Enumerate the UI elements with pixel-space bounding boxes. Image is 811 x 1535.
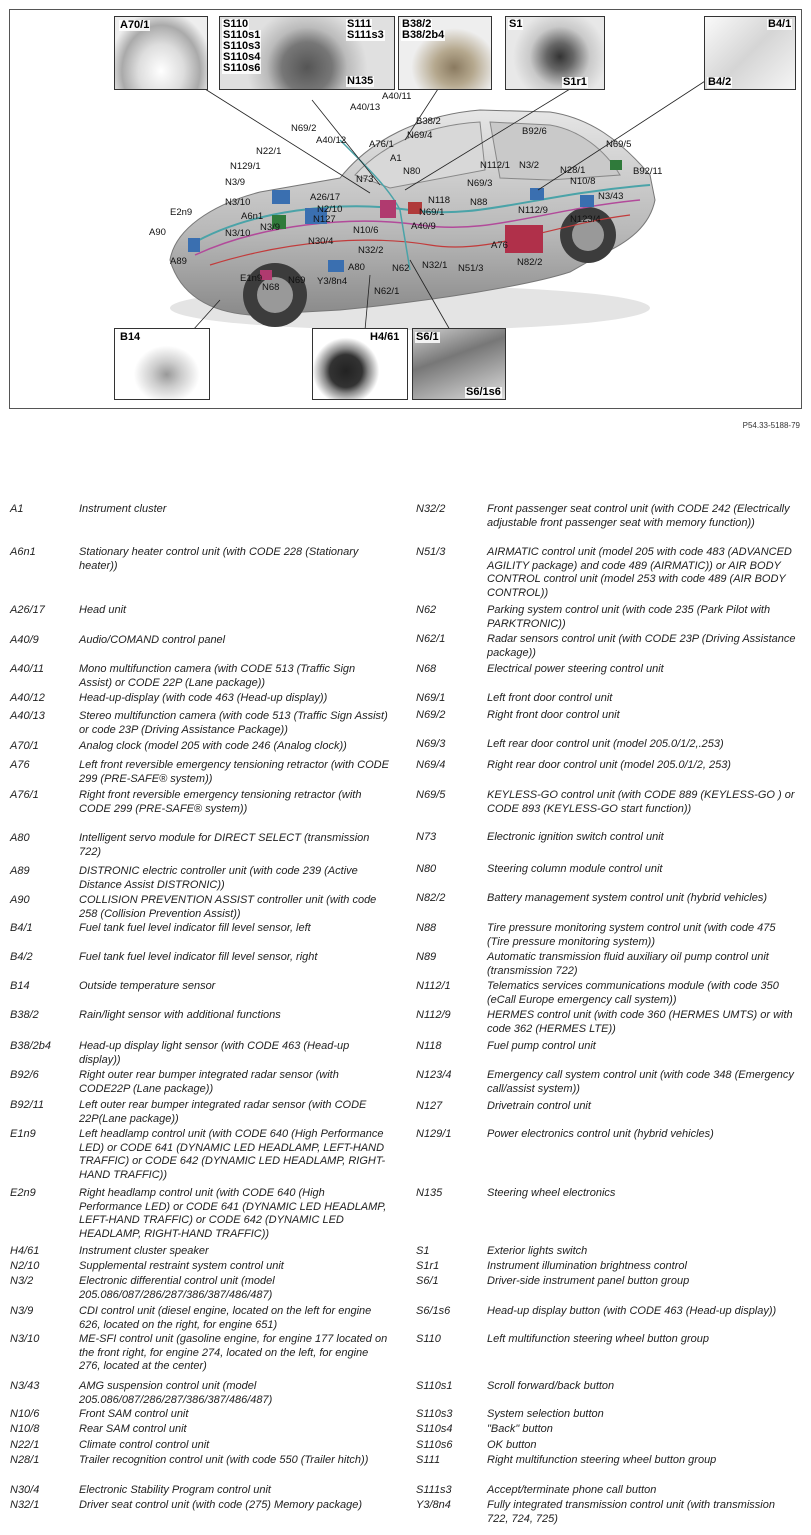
legend-code: N73 [416,831,437,843]
inset-label: S110s3 [223,40,261,52]
legend-description: AIRMATIC control unit (model 205 with code 483 (ADVANCED AGILITY package) and code 489 (AIRMATIC)) or AIR BODY CONTROL control unit (model 253 with code 489 (AIR BODY CONTROL)) [487,546,792,599]
legend-code: N30/4 [10,1484,40,1496]
legend-description: Right front door control unit [487,709,620,721]
legend-code: N69/5 [416,789,446,801]
callout-label: N62/1 [374,286,400,297]
callout-label: N28/1 [560,165,586,176]
legend-description: Drivetrain control unit [487,1100,591,1112]
callout-label: N69 [288,275,306,286]
callout-label: N73 [356,174,374,185]
legend-code: A70/1 [10,740,39,752]
callout-label: N80 [403,166,421,177]
legend-code: A40/13 [10,710,45,722]
legend-code: B4/1 [10,922,33,934]
legend-description: Steering column module control unit [487,863,663,875]
inset-cluster-speaker [312,328,408,400]
legend-code: A80 [10,832,30,844]
callout-label: N69/3 [467,178,493,189]
callout-label: N123/4 [570,214,601,225]
legend-description: Fuel tank fuel level indicator fill level sensor, left [79,922,311,934]
callout-label: N3/43 [598,191,624,202]
legend-code: E1n9 [10,1128,36,1140]
legend-description: Power electronics control unit (hybrid vehicles) [487,1128,714,1140]
inset-label: S110s6 [223,62,261,74]
inset-label: S110 [223,18,249,30]
legend-code: N69/3 [416,738,446,750]
inset-label: B38/2 [402,18,432,30]
inset-analog-clock [114,16,208,90]
legend-description: Driver seat control unit (with code (275) Memory package) [79,1499,363,1511]
legend-description: Battery management system control unit (hybrid vehicles) [487,892,768,904]
legend-description: Instrument illumination brightness control [487,1260,687,1272]
legend-left-column [10,503,410,1533]
legend-code: N28/1 [10,1454,40,1466]
legend-code: N123/4 [416,1069,452,1081]
legend-description: Parking system control unit (with code 235 (Park Pilot with PARKTRONIC)) [487,604,771,630]
callout-label: N3/9 [260,222,281,233]
legend-code: N51/3 [416,546,446,558]
legend-description: Emergency call system control unit (with code 348 (Emergency call/assist system)) [487,1069,794,1095]
legend-description: Telematics services communications module (with code 350 (eCall Europe emergency call system)) [487,980,779,1006]
legend-code: B38/2b4 [10,1040,51,1052]
legend-code: A40/9 [10,634,39,646]
legend-code: B4/2 [10,951,33,963]
legend-description: Rear SAM control unit [79,1423,187,1435]
legend-description: COLLISION PREVENTION ASSIST controller unit (with code 258 (Collision Prevention Assist)) [79,894,377,920]
legend-description: Front passenger seat control unit (with CODE 242 (Electrically adjustable front passenger seat with memory function)) [487,503,790,529]
inset-label: N135 [347,75,374,87]
callout-label: B92/6 [522,126,547,137]
callout-label: B92/11 [633,166,663,177]
legend-description: Right rear door control unit (model 205.0/1/2, 253) [487,759,731,771]
legend-code: N112/1 [416,980,451,992]
legend-code: S1 [416,1245,430,1257]
callout-label: A89 [170,256,187,267]
legend-code: N32/1 [10,1499,40,1511]
legend-code: B38/2 [10,1009,39,1021]
callout-label: N68 [262,282,280,293]
legend-description: Right headlamp control unit (with CODE 640 (High Performance LED) or CODE 641 (DYNAMIC LED HEADLAMP, LEFT-HAND TRAFFIC) or CODE 642 (DYNAMIC LED HEADLAMP, RIGHT-HAND TRAFFIC)) [79,1187,387,1240]
legend-code: A1 [10,503,24,515]
legend-code: N32/2 [416,503,446,515]
legend-description: Fuel pump control unit [487,1040,596,1052]
legend-code: S110 [416,1333,441,1345]
callout-label: A76 [491,240,508,251]
callout-label: A1 [390,153,402,164]
legend-code: A40/12 [10,692,45,704]
callout-label: N118 [428,195,451,206]
legend-description: CDI control unit (diesel engine, located on the left for engine 626, located on the right, for engine 651) [79,1305,372,1331]
legend-description: Intelligent servo module for DIRECT SELECT (transmission 722) [79,832,370,858]
callout-label: N3/10 [225,228,251,239]
legend-code: A76 [10,759,30,771]
legend-description: Right front reversible emergency tensioning retractor (with CODE 299 (PRE-SAFE® system)) [79,789,362,815]
legend-code: N62/1 [416,633,446,645]
inset-label: S1 [509,18,523,30]
callout-label: N30/4 [308,236,334,247]
legend-description: Head-up display light sensor (with CODE 463 (Head-up display)) [79,1040,350,1066]
inset-label: B4/2 [708,76,732,88]
inset-fuel-level-sensors [704,16,796,90]
legend-code: N118 [416,1040,442,1052]
inset-label: S6/1s6 [466,386,501,398]
legend-description: Steering wheel electronics [487,1187,616,1199]
inset-label: S6/1 [416,331,439,343]
inset-instrument-panel-buttons [412,328,506,400]
callout-label: N112/9 [518,205,548,216]
legend-code: A6n1 [10,546,36,558]
legend-code: A76/1 [10,789,39,801]
legend-description: "Back" button [487,1423,553,1435]
legend-code: N10/8 [10,1423,40,1435]
inset-label: B4/1 [768,18,792,30]
legend-description: Stereo multifunction camera (with code 513 (Traffic Sign Assist) or code 23P (Driving Assistance Package)) [79,710,388,736]
legend-code: B14 [10,980,30,992]
inset-label: B14 [120,331,141,343]
legend-description: Tire pressure monitoring system control unit (with code 475 (Tire pressure monitoring system)) [487,922,776,948]
legend-description: Fully integrated transmission control unit (with transmission 722, 724, 725) [487,1499,775,1525]
inset-exterior-lights-switch [505,16,605,90]
inset-label: S110s1 [223,29,261,41]
legend-description: Right outer rear bumper integrated radar sensor (with CODE22P (Lane package)) [79,1069,339,1095]
inset-label: S110s4 [223,51,261,63]
legend-code: B92/11 [10,1099,45,1111]
legend-description: Outside temperature sensor [79,980,216,992]
callout-label: A76/1 [369,139,394,150]
legend-description: KEYLESS-GO control unit (with CODE 889 (KEYLESS-GO ) or CODE 893 (KEYLESS-GO start function)) [487,789,795,815]
callout-label: Y3/8n4 [317,276,348,287]
callout-label: N2/10 [317,204,343,215]
legend-description: DISTRONIC electric controller unit (with code 239 (Active Distance Assist DISTRONIC)) [79,865,358,891]
callout-label: E1n9 [240,273,263,284]
callout-label: N112/1 [480,160,510,171]
legend-code: S111 [416,1454,441,1466]
inset-label: S111s3 [347,29,384,41]
legend-code: S111s3 [416,1484,452,1496]
legend-description: Supplemental restraint system control unit [79,1260,284,1272]
legend-description: Head unit [79,604,127,616]
inset-label: H4/61 [370,331,400,343]
legend-code: S110s6 [416,1439,453,1451]
callout-label: E2n9 [170,207,193,218]
callout-label: N22/1 [256,146,282,157]
legend-description: Electronic ignition switch control unit [487,831,664,843]
legend-description: AMG suspension control unit (model 205.086/087/286/287/386/387/486/487) [79,1380,273,1406]
legend-description: Head-up-display (with code 463 (Head-up display)) [79,692,328,704]
legend-description: HERMES control unit (with code 360 (HERMES UMTS) or with code 362 (HERMES LTE)) [487,1009,793,1035]
legend-code: N127 [416,1100,443,1112]
legend-code: N3/2 [10,1275,34,1287]
legend-code: H4/61 [10,1245,40,1257]
legend-description: Right multifunction steering wheel button group [487,1454,717,1466]
legend-code: E2n9 [10,1187,36,1199]
callout-label: N88 [470,197,488,208]
callout-label: N69/2 [291,123,317,134]
legend-description: Left front door control unit [487,692,613,704]
legend-code: N62 [416,604,437,616]
legend-code: Y3/8n4 [416,1499,451,1511]
legend-code: N135 [416,1187,443,1199]
callout-label: A26/17 [310,192,341,203]
legend-code: A90 [10,894,30,906]
callout-label: A40/13 [350,102,381,113]
legend-code: S1r1 [416,1260,440,1272]
legend-description: Instrument cluster speaker [79,1245,209,1257]
inset-label: A70/1 [120,19,150,31]
legend-code: A26/17 [10,604,45,616]
legend-description: System selection button [487,1408,604,1420]
legend-description: Accept/terminate phone call button [487,1484,657,1496]
legend-code: N69/4 [416,759,446,771]
legend-description: Audio/COMAND control panel [79,634,226,646]
legend-description: Left rear door control unit (model 205.0/1/2,.253) [487,738,724,750]
callout-label: N69/1 [419,207,445,218]
callout-label: N10/8 [570,176,596,187]
legend-code: N89 [416,951,437,963]
inset-label: S111 [347,18,372,30]
callout-label: N32/2 [358,245,384,256]
legend-code: N88 [416,922,437,934]
callout-label: N3/2 [519,160,540,171]
legend-code: S6/1 [416,1275,439,1287]
legend-description: Front SAM control unit [79,1408,189,1420]
legend-code: N69/1 [416,692,446,704]
legend-code: N2/10 [10,1260,40,1272]
legend-code: N22/1 [10,1439,40,1451]
callout-label: N32/1 [422,260,448,271]
legend-description: Electrical power steering control unit [487,663,664,675]
legend-code: N69/2 [416,709,446,721]
legend-description: OK button [487,1439,537,1451]
callout-label: N82/2 [517,257,543,268]
legend-description: Automatic transmission fluid auxiliary oil pump control unit (transmission 722) [487,951,769,977]
legend-code: A40/11 [10,663,45,675]
legend-description: Electronic differential control unit (model 205.086/087/286/287/386/387/486/487) [79,1275,275,1301]
legend-description: Instrument cluster [79,503,167,515]
legend-code: A89 [10,865,30,877]
inset-label: B38/2b4 [402,29,445,41]
callout-label: B38/2 [416,116,441,127]
callout-label: A40/9 [411,221,436,232]
callout-label: A6n1 [241,211,264,222]
callout-label: N3/10 [225,197,251,208]
inset-outside-temperature-sensor [114,328,210,400]
inset-steering-wheel [219,16,395,90]
inset-label: S1r1 [563,76,587,88]
callout-label: N10/6 [353,225,379,236]
callout-label: A40/11 [382,91,412,102]
callout-label: N69/4 [407,130,433,141]
legend-code: N10/6 [10,1408,40,1420]
legend-description: Stationary heater control unit (with CODE 228 (Stationary heater)) [79,546,359,572]
legend-code: N129/1 [416,1128,452,1140]
legend-right-column [416,503,811,1533]
legend-description: Left headlamp control unit (with CODE 640 (High Performance LED) or CODE 641 (DYNAMIC LED HEADLAMP, LEFT-HAND TRAFFIC) or CODE 642 (DYNAMIC LED HEADLAMP, RIGHT-HAND TRAFFIC)) [79,1128,386,1181]
legend-code: N3/43 [10,1380,40,1392]
legend-description: Driver-side instrument panel button group [487,1275,690,1287]
figure-reference-code: P54.33-5188-79 [742,421,800,430]
legend-code: N3/10 [10,1333,40,1345]
callout-label: N51/3 [458,263,484,274]
legend-description: Head-up display button (with CODE 463 (Head-up display)) [487,1305,777,1317]
legend-description: Climate control control unit [79,1439,210,1451]
callout-label: N3/9 [225,177,246,188]
legend-code: B92/6 [10,1069,39,1081]
legend-description: Radar sensors control unit (with CODE 23P (Driving Assistance package)) [487,633,796,659]
legend-description: Fuel tank fuel level indicator fill level sensor, right [79,951,318,963]
callout-label: N127 [313,214,336,225]
legend-code: S110s3 [416,1408,453,1420]
legend-code: N80 [416,863,437,875]
callout-label: N69/5 [606,139,632,150]
legend-description: Trailer recognition control unit (with code 550 (Trailer hitch)) [79,1454,369,1466]
legend-description: Exterior lights switch [487,1245,588,1257]
legend-description: Mono multifunction camera (with CODE 513 (Traffic Sign Assist) or CODE 22P (Lane package)) [79,663,356,689]
legend-code: N112/9 [416,1009,451,1021]
legend-code: S110s1 [416,1380,453,1392]
legend-description: Scroll forward/back button [487,1380,615,1392]
legend-description: ME-SFI control unit (gasoline engine, for engine 177 located on the front right, for engine 274, located on the left, for engine 276, located at the center) [79,1333,388,1373]
callout-label: A40/12 [316,135,347,146]
legend-description: Electronic Stability Program control unit [79,1484,271,1496]
callout-label: A80 [348,262,365,273]
vehicle-diagram [9,9,802,409]
legend-description: Analog clock (model 205 with code 246 (Analog clock)) [79,740,347,752]
legend-description: Rain/light sensor with additional functions [79,1009,281,1021]
legend-code: S6/1s6 [416,1305,451,1317]
legend-code: S110s4 [416,1423,453,1435]
legend-code: N3/9 [10,1305,34,1317]
legend-description: Left front reversible emergency tensioning retractor (with CODE 299 (PRE-SAFE® system)) [79,759,389,785]
legend-description: Left multifunction steering wheel button group [487,1333,709,1345]
legend-code: N82/2 [416,892,446,904]
callout-label: N62 [392,263,410,274]
callout-label: N129/1 [230,161,261,172]
callout-label: A90 [149,227,166,238]
inset-rain-light-sensor [398,16,492,90]
legend-code: N68 [416,663,437,675]
legend-description: Left outer rear bumper integrated radar sensor (with CODE 22P(Lane package)) [79,1099,367,1125]
